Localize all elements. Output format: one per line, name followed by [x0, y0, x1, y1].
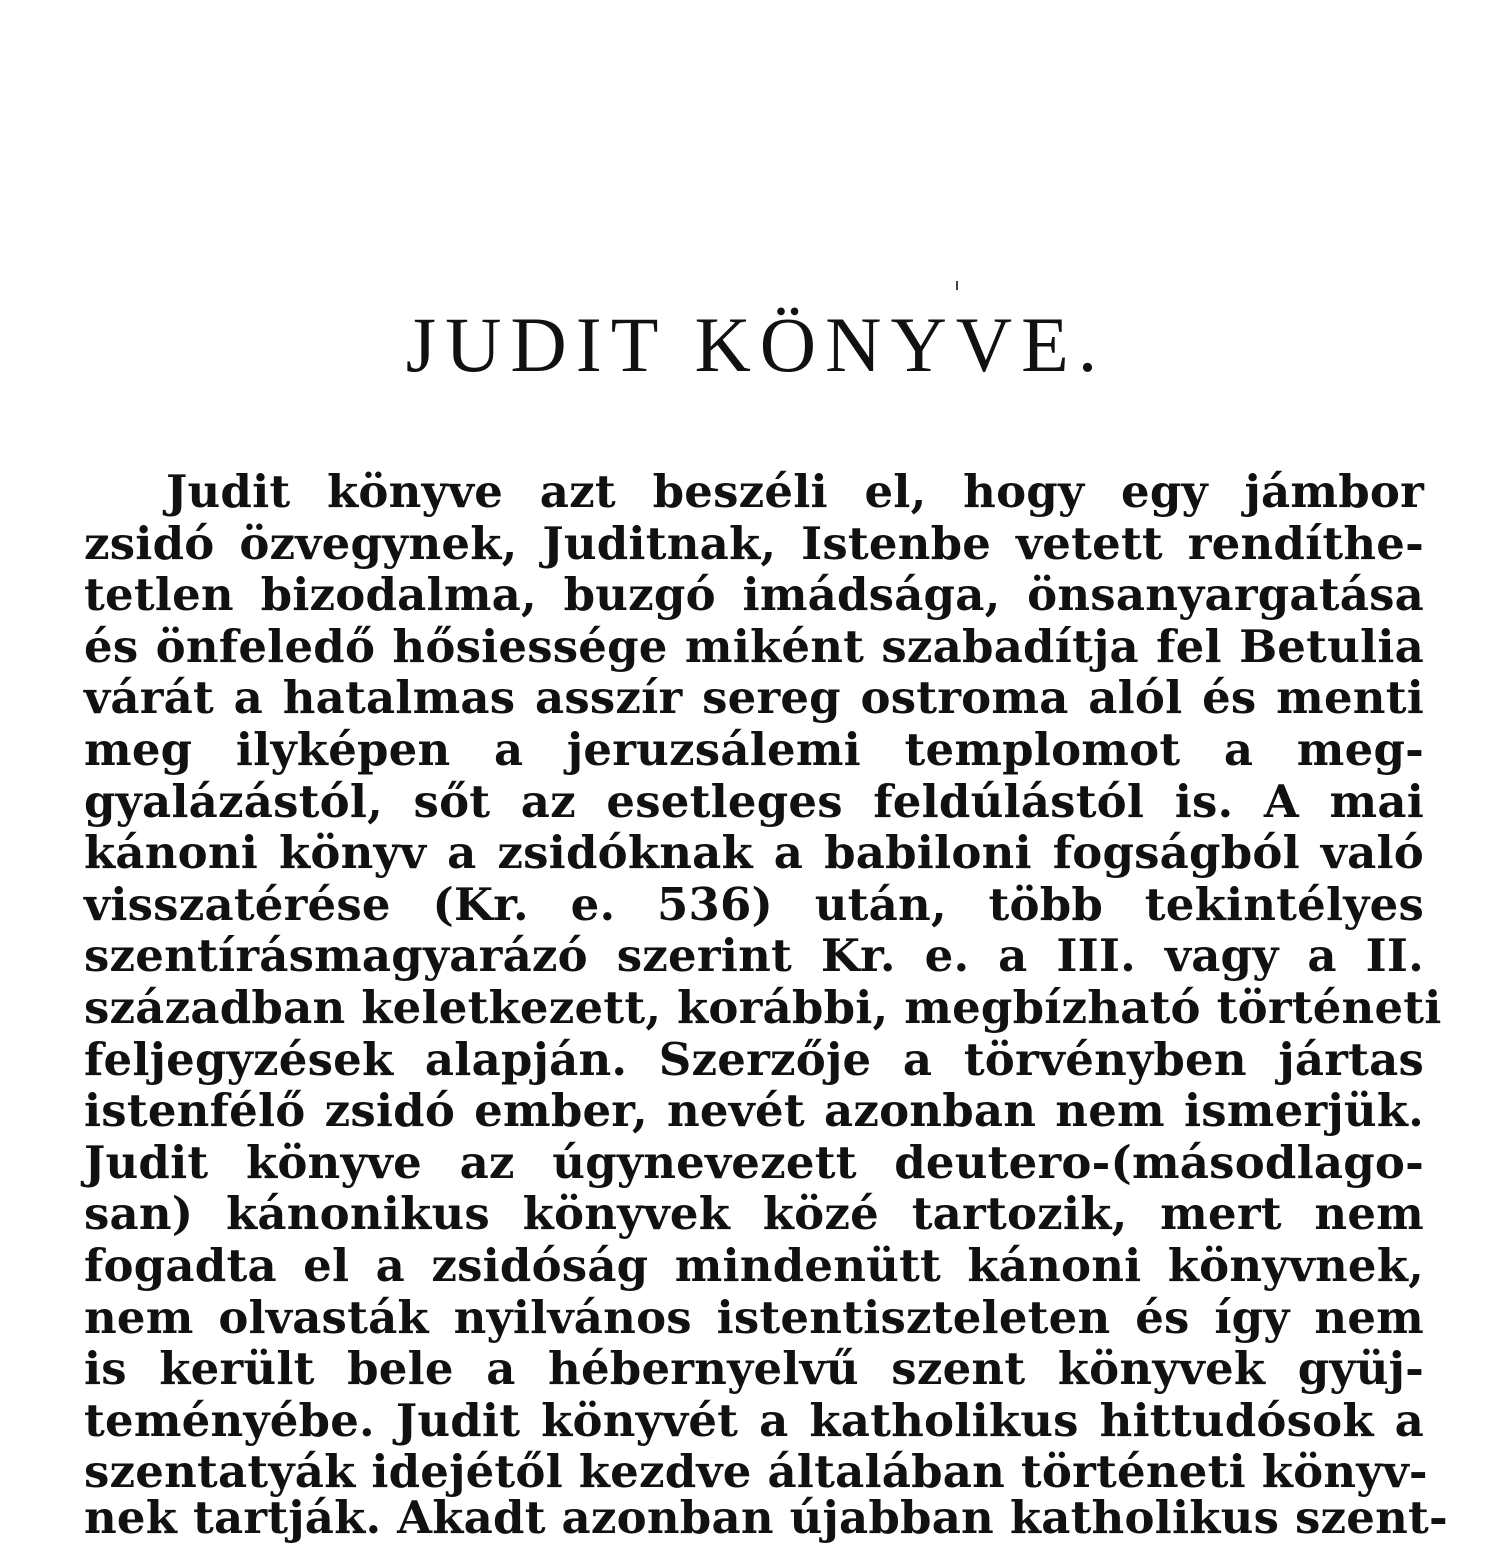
- text-line: fogadta el a zsidóság mindenütt kánoni könyvnek,: [84, 1238, 1424, 1292]
- text-line: meg ilyképen a jeruzsálemi templomot a meg-: [84, 722, 1424, 776]
- text-line: visszatérése (Kr. e. 536) után, több tekintélyes: [84, 877, 1424, 931]
- text-line: tetlen bizodalma, buzgó imádsága, önsanyargatása: [84, 568, 1424, 622]
- text-line: várát a hatalmas asszír sereg ostroma alól és menti: [84, 671, 1424, 725]
- text-line: szentatyák idejétől kezdve általában történeti könyv-: [84, 1445, 1428, 1499]
- text-line: Judit könyve az úgynevezett deutero-(másodlago-: [84, 1135, 1424, 1189]
- chapter-title: JUDIT KÖNYVE.: [405, 301, 1107, 388]
- text-line: században keletkezett, korábbi, megbízható történeti: [84, 980, 1442, 1034]
- text-line: feljegyzések alapján. Szerzője a törvényben jártas: [84, 1032, 1424, 1086]
- body-paragraph: [84, 465, 1448, 1549]
- text-line: nem olvasták nyilvános istentiszteleten és így nem: [84, 1290, 1424, 1344]
- text-line: szentírásmagyarázó szerint Kr. e. a III. vagy a II.: [84, 929, 1424, 983]
- text-line: és önfeledő hősiessége miként szabadítja fel Betulia: [84, 619, 1424, 673]
- text-line: zsidó özvegynek, Juditnak, Istenbe vetett rendíthe-: [84, 516, 1424, 570]
- text-line: san) kánonikus könyvek közé tartozik, mert nem: [84, 1187, 1424, 1241]
- text-line: is került bele a hébernyelvű szent könyvek gyüj-: [84, 1342, 1424, 1396]
- print-speck: [956, 281, 958, 290]
- text-line: kánoni könyv a zsidóknak a babiloni fogságból való: [84, 826, 1424, 880]
- text-line: Judit könyve azt beszéli el, hogy egy jámbor: [166, 465, 1424, 518]
- text-line-cut-off: nek tartják. Akadt azonban újabban katholikus szent-: [84, 1490, 1448, 1544]
- text-line: istenfélő zsidó ember, nevét azonban nem ismerjük.: [84, 1084, 1424, 1138]
- text-line: gyalázástól, sőt az esetleges feldúlástól is. A mai: [84, 774, 1424, 828]
- text-line: teményébe. Judit könyvét a katholikus hittudósok a: [84, 1393, 1424, 1447]
